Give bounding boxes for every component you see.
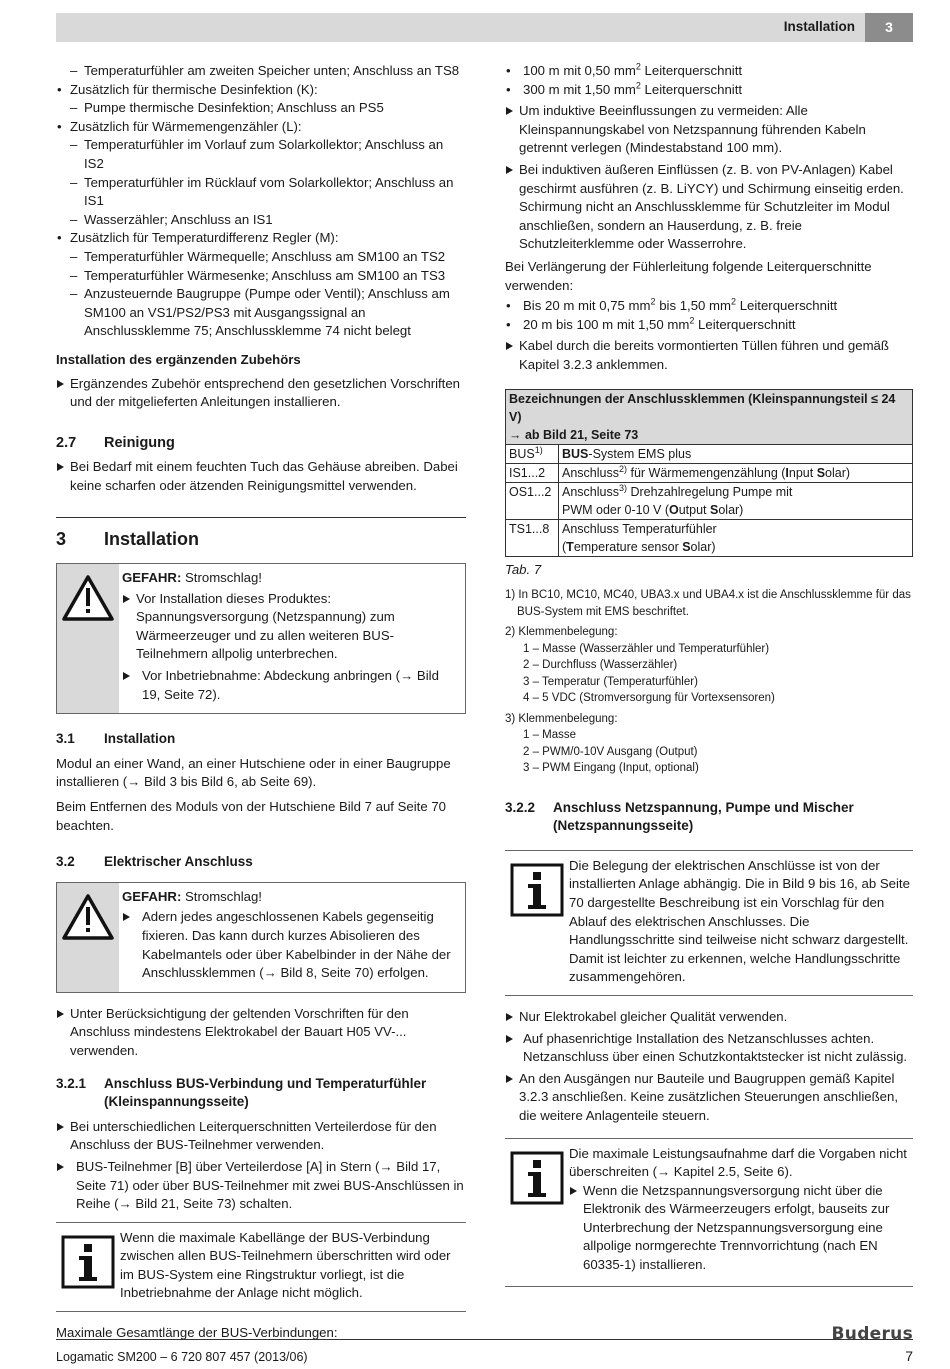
info-box-1	[56, 1222, 466, 1312]
sub-list-item: – Temperaturfühler am zweiten Speicher unten; Anschluss an TS8	[56, 62, 466, 81]
text-span: Anschluss	[562, 484, 619, 499]
text-span: BUS	[562, 446, 589, 461]
info-icon	[56, 1229, 120, 1303]
sub-list-item: – Wasserzähler; Anschluss an IS1	[56, 211, 466, 230]
danger-label: GEFAHR:	[122, 570, 182, 586]
text-span: OS1...2	[506, 482, 559, 519]
text-span: → ab Bild 21, Seite 73	[509, 427, 639, 442]
footnote-line: 2 – Durchfluss (Wasserzähler)	[523, 659, 678, 672]
text-span: emperature sensor	[573, 539, 683, 554]
footnote-2	[505, 624, 913, 707]
extension-2	[505, 316, 913, 335]
footnote-line: 1 – Masse	[523, 729, 577, 742]
danger-title: Stromschlag!	[181, 570, 262, 586]
page-header	[56, 13, 913, 42]
info-box-3	[505, 1138, 913, 1287]
text-span: olar)	[718, 502, 744, 517]
text-span: Leiterquerschnitt	[640, 63, 743, 78]
text-span: TS1...8	[506, 519, 559, 556]
danger-step-1: Adern jedes angeschlossenen Kabels gegenseitig fixieren. Das kann durch kurzes Abisolieren des Kabelmantels oder über Kabelbinder in der Nähe der Anschlussklemmen (→ Bild 8, Seite 70) erfolgen.	[122, 908, 459, 982]
info-box-2	[505, 850, 913, 996]
text-span: 2	[731, 296, 737, 307]
extension-1	[505, 297, 913, 316]
mounting-paragraph: Modul an einer Wand, an einer Hutschiene oder in einer Baugruppe installieren (→ Bild 3 bis Bild 6, ab Seite 69).	[56, 755, 451, 790]
cable-type-step: Unter Berücksichtigung der geltenden Vorschriften für den Anschluss mindestens Elektrokabel der Bauart H05 VV-... verwenden.	[56, 1005, 466, 1061]
text-span: Leiterquerschnitt	[640, 81, 743, 97]
text-span: Anschluss	[562, 465, 619, 480]
chapter-3-heading	[56, 517, 466, 549]
removal-paragraph: Beim Entfernen des Moduls von der Hutschiene Bild 7 auf Seite 70 beachten.	[56, 799, 446, 833]
text-span: I	[785, 465, 789, 480]
section-title: Installation	[104, 731, 176, 747]
table-row	[506, 444, 913, 463]
sub-list-item: – Anzusteuernde Baugruppe (Pumpe oder Ventil); Anschluss am SM100 an VS1/PS2/PS3 mit Ausgangssignal an Anschlussklemme 75; Anschlussklemme 74 nicht belegt	[56, 285, 466, 341]
cleaning-step: Bei Bedarf mit einem feuchten Tuch das Gehäuse abreiben. Dabei keine scharfen oder ätzenden Reinigungsmittel verwenden.	[56, 458, 466, 495]
shield-step: Bei induktiven äußeren Einflüssen (z. B. von PV-Anlagen) Kabel geschirmt ausführen (z. B. LiYCY) und Schirmung einseitig erden. Schirmung nicht an Anschlussklemme für Schutzleiter im Modul anschließen, sondern an Hauserdung, z. B. freie Schutzleiterklemme oder Wasserrohre.	[505, 161, 913, 254]
section-number: 3.1	[56, 731, 75, 747]
table-caption: Tab. 7	[505, 561, 542, 577]
text-span: nput	[788, 465, 817, 480]
text-span: Anschluss Temperaturfühler	[562, 521, 717, 536]
footnote-line: 3 – PWM Eingang (Input, optional)	[523, 762, 699, 775]
chapter-number: 3	[865, 13, 913, 42]
terminal-table	[505, 389, 913, 557]
text-span: utput	[678, 502, 710, 517]
text-span: Bis 20 m mit 0,75 mm	[523, 298, 651, 314]
text-span: 2) Klemmenbelegung:	[505, 626, 618, 639]
section-3-2-heading	[56, 853, 466, 872]
danger-label: GEFAHR:	[122, 888, 182, 904]
info-text: Die Belegung der elektrischen Anschlüsse ist von der installierten Anlage abhängig. Die in Bild 9 bis 16, ab Seite 70 dargestellte Beschreibung ist ein Vorschlag für den Ablauf des elektrischen Anschlusses. Die Handlungsschritte sind teilweise nicht schwarz dargestellt. Damit ist leichter zu erkennen, welche Handlungsschritte zusammengehören.	[569, 857, 910, 985]
text-span: PWM oder 0-10 V (	[562, 502, 669, 517]
grommet-step: Kabel durch die bereits vormontierten Tüllen führen und gemäß Kapitel 3.2.3 anklemmen.	[505, 337, 913, 374]
footnote-line: 1 – Masse (Wasserzähler und Temperaturfühler)	[523, 642, 770, 655]
info-icon	[505, 857, 569, 987]
table-row	[506, 482, 913, 519]
info-text: Die maximale Leistungsaufnahme darf die Vorgaben nicht überschreiten (→ Kapitel 2.5, Seite 6).	[569, 1145, 907, 1180]
footnote-line: 4 – 5 VDC (Stromversorgung für Vortexsensoren)	[523, 692, 775, 705]
text-span: 2	[650, 296, 656, 307]
text-span: 300 m mit 1,50 mm	[523, 81, 636, 97]
text-span: Drehzahlregelung Pumpe mit	[627, 484, 793, 499]
sub-list-item: – Pumpe thermische Desinfektion; Anschluss an PS5	[56, 99, 466, 118]
left-column	[56, 62, 466, 1349]
text-span: O	[668, 502, 679, 517]
phase-step: Auf phasenrichtige Installation des Netzanschlusses achten. Netzanschluss über einen Schutzkontaktstecker ist nicht zulässig.	[505, 1030, 913, 1067]
text-span: 20 m bis 100 m mit 1,50 mm	[523, 316, 690, 332]
section-3-1-heading	[56, 730, 466, 749]
table-row	[506, 463, 913, 482]
text-span: 1)	[534, 444, 543, 455]
text-span: 3)	[618, 482, 627, 493]
text-span: Leiterquerschnitt	[736, 298, 838, 314]
footnote-1: 1) In BC10, MC10, MC40, UBA3.x und UBA4.x ist die Anschlussklemme für das BUS-System mit EMS beschriftet.	[505, 589, 911, 618]
bus-step-1: Bei unterschiedlichen Leiterquerschnitten Verteilerdose für den Anschluss der BUS-Teilnehmer verwenden.	[56, 1118, 466, 1155]
cable-quality-step: Nur Elektrokabel gleicher Qualität verwenden.	[505, 1008, 913, 1027]
text-span: Leiterquerschnitt	[694, 316, 796, 332]
bus-length-2	[505, 81, 913, 100]
text-span: S	[816, 465, 826, 480]
warning-triangle-icon	[57, 564, 119, 713]
section-title: Elektrischer Anschluss	[104, 854, 253, 870]
section-2-7-heading	[56, 434, 466, 453]
bus-length-paragraph: Maximale Gesamtlänge der BUS-Verbindungen:	[56, 1325, 338, 1341]
danger-box-1	[56, 563, 466, 714]
text-span: (	[562, 539, 567, 554]
info-text: Wenn die maximale Kabellänge der BUS-Verbindung zwischen allen BUS-Teilnehmern überschritten wird oder im BUS-System eine Ringstruktur vorliegt, ist die Inbetriebnahme der Anlage nicht möglich.	[120, 1229, 451, 1301]
text-span: bis 1,50 mm	[655, 298, 732, 314]
text-span: IS1...2	[506, 463, 559, 482]
danger-box-2	[56, 882, 466, 993]
text-span: 3) Klemmenbelegung:	[505, 712, 618, 725]
extension-paragraph: Bei Verlängerung der Fühlerleitung folgende Leiterquerschnitte verwenden:	[505, 258, 872, 293]
info-icon	[505, 1145, 569, 1278]
sub-list-item: – Temperaturfühler im Vorlauf zum Solarkollektor; Anschluss an IS2	[56, 136, 466, 173]
section-title: Anschluss BUS-Verbindung und Temperaturfühler (Kleinspannungsseite)	[104, 1075, 427, 1110]
list-item: • Zusätzlich für Wärmemengenzähler (L):	[56, 118, 466, 137]
zubehoer-step: Ergänzendes Zubehör entsprechend den gesetzlichen Vorschriften und der mitgelieferten Anleitungen installieren.	[56, 375, 466, 412]
section-3-2-2-heading	[505, 799, 913, 836]
page-number: 7	[905, 1348, 913, 1364]
text-span: olar)	[825, 465, 851, 480]
section-3-2-1-heading	[56, 1075, 466, 1112]
sub-list-item: – Temperaturfühler Wärmesenke; Anschluss am SM100 an TS3	[56, 267, 466, 286]
chapter-title: Installation	[104, 529, 200, 550]
section-title: Reinigung	[104, 434, 175, 451]
table-header	[506, 389, 913, 444]
page-footer	[56, 1339, 913, 1364]
text-span: T	[566, 539, 574, 554]
section-number: 3.2	[56, 854, 75, 870]
section-number: 3.2.2	[505, 799, 536, 815]
text-span: 100 m mit 0,50 mm	[523, 63, 636, 78]
sub-list-item: – Temperaturfühler Wärmequelle; Anschluss am SM100 an TS2	[56, 248, 466, 267]
warning-triangle-icon	[57, 883, 119, 992]
bus-step-2: BUS-Teilnehmer [B] über Verteilerdose [A] in Stern (→ Bild 17, Seite 71) oder über BUS-Teilnehmer mit zwei BUS-Anschlüssen in Reihe (→ Bild 21, Seite 73) schalten.	[56, 1158, 466, 1214]
danger-step-2: Vor Inbetriebnahme: Abdeckung anbringen (→ Bild 19, Seite 72).	[122, 667, 459, 704]
text-span: Bezeichnungen der Anschlussklemmen (Kleinspannungsteil ≤ 24 V)	[509, 391, 896, 424]
sub-list-item: – Temperaturfühler im Rücklauf vom Solarkollektor; Anschluss an IS1	[56, 174, 466, 211]
text-span: 2)	[618, 463, 627, 474]
text-span: 2	[635, 61, 641, 72]
outputs-step: An den Ausgängen nur Bauteile und Baugruppen gemäß Kapitel 3.2.3 anschließen. Keine zusätzlichen Steuerungen anschließen, die weitere Anlagenteile steuern.	[505, 1070, 913, 1126]
list-item: • Zusätzlich für Temperaturdifferenz Regler (M):	[56, 229, 466, 248]
zubehoer-heading: Installation des ergänzenden Zubehörs	[56, 351, 301, 367]
right-column	[505, 62, 913, 1299]
danger-step-1: Vor Installation dieses Produktes: Spannungsversorgung (Netzspannung) zum Wärmeerzeuger und zu allen weiteren BUS-Teilnehmern allpolig unterbrechen.	[122, 590, 459, 664]
info-step: Wenn die Netzspannungsversorgung nicht über die Elektronik des Wärmeerzeugers erfolgt, bauseits zur Unterbrechung der Netzspannungsversorgung eine allpolige normgerechte Trennvorrichtung (nach EN 60335-1) installieren.	[569, 1182, 913, 1275]
text-span: S	[682, 539, 691, 554]
text-span: für Wärmemengenzählung (	[627, 465, 786, 480]
footer-doc-id: Logamatic SM200 – 6 720 807 457 (2013/06)	[56, 1350, 308, 1364]
header-title: Installation	[783, 19, 855, 34]
text-span: -System EMS plus	[588, 446, 692, 461]
text-span: 2	[635, 80, 641, 91]
footnote-line: 3 – Temperatur (Temperaturfühler)	[523, 675, 698, 688]
list-item: • Zusätzlich für thermische Desinfektion (K):	[56, 81, 466, 100]
footnote-line: 2 – PWM/0-10V Ausgang (Output)	[523, 745, 698, 758]
section-number: 2.7	[56, 434, 77, 451]
buderus-logo: Buderus	[831, 1324, 913, 1344]
connection-list	[56, 62, 466, 341]
chapter-number-label: 3	[56, 529, 67, 550]
section-number: 3.2.1	[56, 1075, 87, 1091]
footnote-3	[505, 711, 913, 777]
text-span: olar)	[690, 539, 716, 554]
bus-length-1	[505, 62, 913, 81]
text-span: S	[710, 502, 719, 517]
text-span: 2	[689, 315, 695, 326]
section-title: Anschluss Netzspannung, Pumpe und Mischer (Netzspannungsseite)	[553, 799, 854, 834]
induction-step: Um induktive Beeinflussungen zu vermeiden: Alle Kleinspannungskabel von Netzspannung führenden Kabeln getrennt verlegen (Mindestabstand 100 mm).	[505, 102, 913, 158]
table-row	[506, 519, 913, 556]
text-span: BUS	[509, 446, 535, 461]
danger-title: Stromschlag!	[181, 888, 262, 904]
